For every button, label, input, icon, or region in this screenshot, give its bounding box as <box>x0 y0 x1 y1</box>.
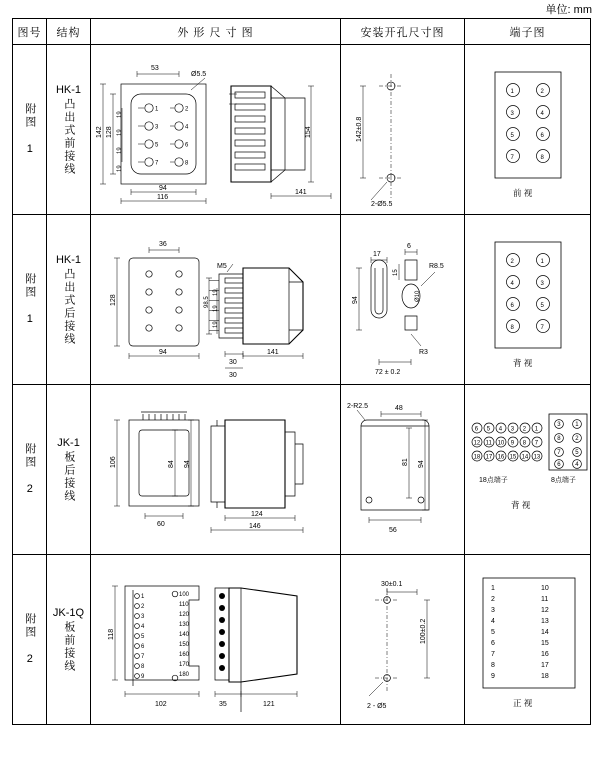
table-row <box>13 45 591 215</box>
svg-text:30: 30 <box>229 371 237 379</box>
svg-text:4: 4 <box>498 426 503 433</box>
svg-text:4: 4 <box>540 110 544 117</box>
svg-text:9: 9 <box>491 672 495 680</box>
svg-text:53: 53 <box>151 64 159 72</box>
header-outline: 外 形 尺 寸 图 <box>91 19 341 45</box>
svg-text:5: 5 <box>510 132 514 139</box>
structure-desc-1: 凸出式前接线 <box>62 97 75 176</box>
svg-text:3: 3 <box>557 421 561 428</box>
svg-text:19: 19 <box>117 110 123 118</box>
svg-text:8: 8 <box>522 440 527 447</box>
svg-text:13: 13 <box>541 617 549 625</box>
svg-text:14: 14 <box>541 628 549 636</box>
svg-text:9: 9 <box>141 673 145 680</box>
svg-text:150: 150 <box>179 641 190 648</box>
svg-text:3: 3 <box>510 110 514 117</box>
svg-text:1: 1 <box>534 426 539 433</box>
svg-text:1: 1 <box>155 106 159 112</box>
svg-text:13: 13 <box>533 454 541 461</box>
svg-text:146: 146 <box>249 522 261 530</box>
svg-text:120: 120 <box>179 611 190 618</box>
svg-text:4: 4 <box>491 617 495 625</box>
svg-text:8: 8 <box>540 154 544 161</box>
svg-text:前 视: 前 视 <box>513 187 533 198</box>
svg-text:15: 15 <box>393 268 399 276</box>
svg-text:1: 1 <box>141 593 145 600</box>
svg-text:128: 128 <box>106 125 113 138</box>
svg-text:35: 35 <box>219 700 227 708</box>
svg-text:5: 5 <box>141 633 145 640</box>
svg-text:2 - Ø5: 2 - Ø5 <box>367 702 387 710</box>
hole-cell-3 <box>341 385 465 555</box>
fig-no-cell-1 <box>13 45 47 215</box>
svg-text:17: 17 <box>373 250 381 258</box>
svg-text:121: 121 <box>263 700 275 708</box>
structure-model-1: HK-1 <box>55 83 82 96</box>
svg-text:2: 2 <box>540 88 544 95</box>
svg-text:12: 12 <box>473 440 481 447</box>
outline-cell-4 <box>91 555 341 725</box>
svg-text:30: 30 <box>229 358 237 366</box>
svg-text:18: 18 <box>541 672 549 680</box>
fig-no-cell-2 <box>13 215 47 385</box>
structure-model-2: HK-1 <box>55 253 82 266</box>
svg-text:1: 1 <box>575 421 579 428</box>
svg-text:106: 106 <box>110 455 117 468</box>
svg-text:2: 2 <box>141 603 145 610</box>
svg-text:6: 6 <box>474 426 479 433</box>
svg-text:2: 2 <box>510 258 514 265</box>
svg-text:1: 1 <box>491 584 495 592</box>
svg-text:102: 102 <box>155 700 167 708</box>
svg-text:R3: R3 <box>419 348 428 356</box>
svg-text:18: 18 <box>473 454 481 461</box>
svg-text:19: 19 <box>213 288 219 296</box>
fig-no-label-4: 附图 2 <box>23 612 36 667</box>
svg-text:19: 19 <box>213 320 219 328</box>
svg-text:19: 19 <box>117 128 123 136</box>
svg-text:100: 100 <box>179 591 190 598</box>
fig-no-cell-4 <box>13 555 47 725</box>
fig-no-label-1: 附图 1 <box>23 102 36 157</box>
svg-text:18点端子: 18点端子 <box>479 476 508 484</box>
svg-text:5: 5 <box>575 449 579 456</box>
outline-cell-1 <box>91 45 341 215</box>
outline-cell-3 <box>91 385 341 555</box>
svg-text:4: 4 <box>510 280 514 287</box>
structure-model-4: JK-1Q <box>52 606 85 619</box>
svg-text:6: 6 <box>557 461 561 468</box>
hole-cell-2 <box>341 215 465 385</box>
structure-desc-2: 凸出式后接线 <box>62 267 75 346</box>
svg-text:19: 19 <box>117 146 123 154</box>
svg-text:141: 141 <box>267 348 279 356</box>
dimension-table <box>12 18 591 725</box>
svg-text:Ø5.5: Ø5.5 <box>191 70 207 78</box>
svg-text:118: 118 <box>108 628 115 640</box>
hole-cell-4 <box>341 555 465 725</box>
svg-text:142±0.8: 142±0.8 <box>356 116 363 142</box>
fig-no-label-3: 附图 2 <box>23 442 36 497</box>
svg-text:142: 142 <box>96 125 103 138</box>
svg-text:2: 2 <box>522 426 527 433</box>
svg-text:3: 3 <box>155 124 159 130</box>
svg-text:5: 5 <box>491 628 495 636</box>
svg-text:10: 10 <box>497 440 505 447</box>
svg-text:2: 2 <box>185 106 189 112</box>
terminal-cell-4 <box>465 555 591 725</box>
svg-text:11: 11 <box>485 440 492 447</box>
svg-text:3: 3 <box>491 606 495 614</box>
svg-text:4: 4 <box>185 124 189 130</box>
outline-cell-2 <box>91 215 341 385</box>
svg-text:6: 6 <box>141 643 145 650</box>
svg-text:160: 160 <box>179 651 190 658</box>
svg-text:5: 5 <box>540 302 544 309</box>
svg-text:7: 7 <box>155 160 159 166</box>
svg-text:正 视: 正 视 <box>513 697 533 708</box>
fig-no-label-2: 附图 1 <box>23 272 36 327</box>
svg-text:7: 7 <box>534 440 539 447</box>
svg-text:180: 180 <box>179 671 190 678</box>
svg-text:1: 1 <box>510 88 514 95</box>
svg-text:7: 7 <box>141 653 145 660</box>
terminal-cell-1 <box>465 45 591 215</box>
svg-text:7: 7 <box>557 449 561 456</box>
svg-text:7: 7 <box>491 650 495 658</box>
svg-text:14: 14 <box>521 454 529 461</box>
svg-text:12: 12 <box>541 606 549 614</box>
svg-text:5: 5 <box>155 142 159 148</box>
structure-desc-4: 板前接线 <box>62 620 75 673</box>
svg-text:110: 110 <box>179 601 189 608</box>
svg-text:60: 60 <box>157 520 165 528</box>
svg-text:3: 3 <box>510 426 515 433</box>
structure-model-3: JK-1 <box>57 436 80 449</box>
svg-text:130: 130 <box>179 621 190 628</box>
svg-text:3: 3 <box>141 613 145 620</box>
svg-text:11: 11 <box>541 595 549 603</box>
svg-text:154: 154 <box>305 125 312 138</box>
svg-text:背 视: 背 视 <box>511 499 531 510</box>
svg-text:5: 5 <box>486 426 491 433</box>
structure-cell-4 <box>47 555 91 725</box>
svg-text:141: 141 <box>295 188 307 196</box>
fig-no-cell-3 <box>13 385 47 555</box>
svg-text:116: 116 <box>157 193 169 201</box>
svg-text:140: 140 <box>179 631 190 638</box>
svg-text:30±0.1: 30±0.1 <box>381 580 403 588</box>
header-terminal: 端子图 <box>465 19 591 45</box>
table-row <box>13 215 591 385</box>
svg-text:8: 8 <box>141 663 145 670</box>
svg-text:94: 94 <box>159 348 167 356</box>
svg-text:R8.5: R8.5 <box>429 262 444 270</box>
svg-text:124: 124 <box>251 510 263 518</box>
svg-text:8: 8 <box>491 661 495 669</box>
structure-cell-2 <box>47 215 91 385</box>
svg-text:94: 94 <box>184 459 191 468</box>
svg-text:9: 9 <box>510 440 515 447</box>
svg-text:6: 6 <box>185 142 189 148</box>
svg-text:1: 1 <box>540 258 544 265</box>
svg-text:81: 81 <box>402 457 409 466</box>
svg-text:Ø10: Ø10 <box>415 290 421 302</box>
header-hole: 安装开孔尺寸图 <box>341 19 465 45</box>
header-fig-no: 图号 <box>13 19 47 45</box>
unit-note: 单位: mm <box>545 4 592 16</box>
svg-text:72 ± 0.2: 72 ± 0.2 <box>375 368 401 376</box>
svg-text:2-R2.5: 2-R2.5 <box>347 402 369 410</box>
svg-text:6: 6 <box>407 242 411 250</box>
svg-text:170: 170 <box>179 661 190 668</box>
svg-text:8点端子: 8点端子 <box>551 476 576 484</box>
svg-text:2: 2 <box>491 595 495 603</box>
svg-text:6: 6 <box>510 302 514 309</box>
svg-text:8: 8 <box>510 324 514 331</box>
table-header-row <box>13 19 591 45</box>
svg-text:16: 16 <box>541 650 549 658</box>
structure-desc-3: 板后接线 <box>62 450 75 503</box>
svg-text:17: 17 <box>485 454 493 461</box>
svg-text:6: 6 <box>491 639 495 647</box>
header-structure: 结构 <box>47 19 91 45</box>
svg-text:4: 4 <box>141 623 145 630</box>
terminal-cell-2 <box>465 215 591 385</box>
svg-text:36: 36 <box>159 240 167 248</box>
terminal-cell-3 <box>465 385 591 555</box>
svg-text:48: 48 <box>395 404 403 412</box>
svg-text:128: 128 <box>110 293 117 306</box>
svg-text:2-Ø5.5: 2-Ø5.5 <box>371 200 393 208</box>
svg-text:16: 16 <box>497 454 505 461</box>
svg-text:98.5: 98.5 <box>204 295 210 308</box>
svg-text:6: 6 <box>540 132 544 139</box>
svg-text:15: 15 <box>509 454 517 461</box>
structure-cell-1 <box>47 45 91 215</box>
svg-text:M5: M5 <box>217 262 227 270</box>
svg-text:84: 84 <box>168 459 175 468</box>
svg-text:8: 8 <box>557 435 561 442</box>
svg-text:3: 3 <box>540 280 544 287</box>
svg-text:背 视: 背 视 <box>513 357 533 368</box>
svg-text:8: 8 <box>185 160 189 166</box>
table-row <box>13 385 591 555</box>
svg-text:19: 19 <box>213 304 219 312</box>
svg-text:100±0.2: 100±0.2 <box>420 618 427 644</box>
svg-text:17: 17 <box>541 661 549 669</box>
svg-text:4: 4 <box>575 461 579 468</box>
svg-text:94: 94 <box>352 295 359 304</box>
svg-text:10: 10 <box>541 584 549 592</box>
svg-text:94: 94 <box>159 184 167 192</box>
svg-text:15: 15 <box>541 639 549 647</box>
table-row <box>13 555 591 725</box>
svg-text:7: 7 <box>510 154 514 161</box>
svg-text:94: 94 <box>418 459 425 468</box>
svg-text:7: 7 <box>540 324 544 331</box>
hole-cell-1 <box>341 45 465 215</box>
svg-text:2: 2 <box>575 435 579 442</box>
svg-text:56: 56 <box>389 526 397 534</box>
svg-text:19: 19 <box>117 164 123 172</box>
structure-cell-3 <box>47 385 91 555</box>
